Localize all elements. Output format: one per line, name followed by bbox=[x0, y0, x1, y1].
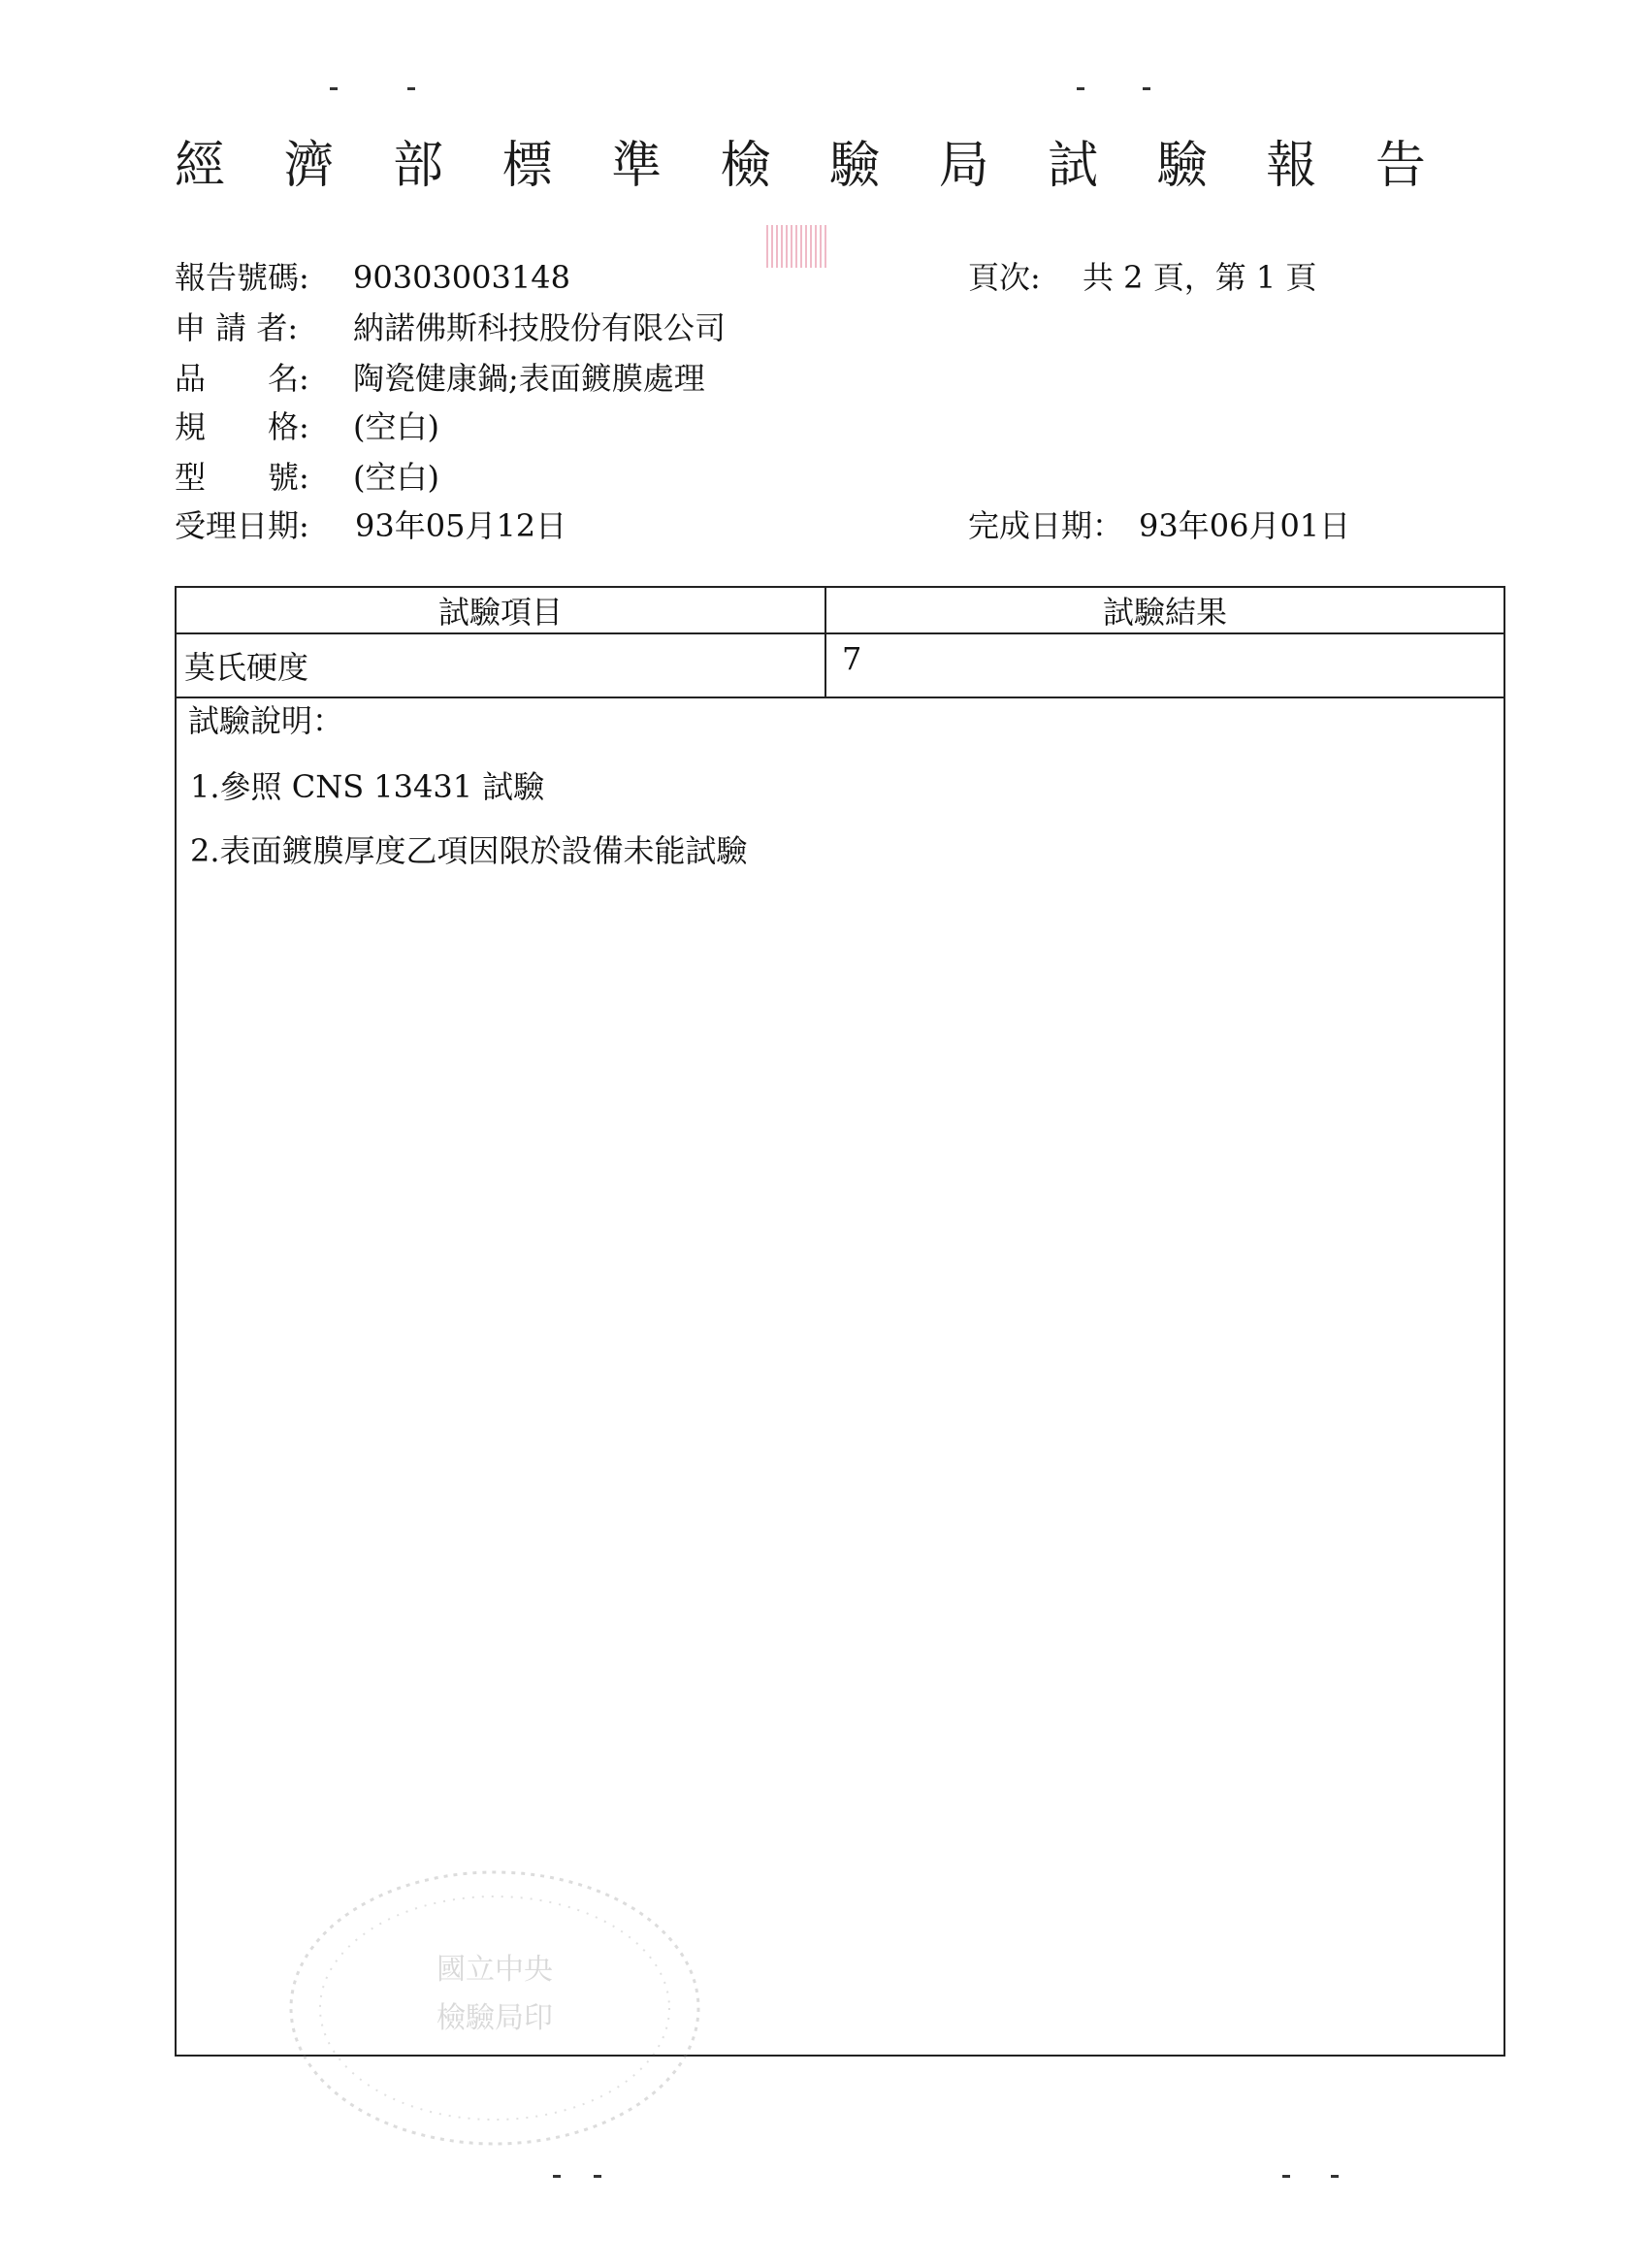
scan-mark bbox=[1282, 2175, 1290, 2178]
pages-value: 共 2 頁，第 1 頁 bbox=[1083, 259, 1317, 296]
received-date-label: 受理日期: bbox=[175, 507, 309, 544]
report-number-label: 報告號碼: bbox=[175, 259, 309, 296]
note-item: 2.表面鍍膜厚度乙項因限於設備未能試驗 bbox=[190, 832, 748, 869]
pages-row bbox=[968, 258, 1317, 297]
report-number-value: 90303003148 bbox=[353, 259, 570, 296]
received-date-value: 93年05月12日 bbox=[355, 507, 567, 544]
notes-title: 試驗說明： bbox=[188, 702, 344, 739]
scan-mark bbox=[407, 87, 415, 90]
seal-line-2: 檢驗局印 bbox=[436, 2001, 553, 2035]
model-value: (空白) bbox=[353, 459, 439, 496]
scan-mark bbox=[594, 2175, 601, 2178]
specification-value: (空白) bbox=[353, 408, 439, 445]
pages-label: 頁次: bbox=[968, 259, 1041, 296]
applicant-value: 納諾佛斯科技股份有限公司 bbox=[353, 309, 727, 346]
specification-row bbox=[175, 407, 439, 446]
scan-mark bbox=[330, 87, 338, 90]
results-table bbox=[175, 586, 1505, 698]
received-date-row bbox=[175, 506, 567, 545]
product-name-row bbox=[175, 359, 705, 398]
completed-date-row bbox=[968, 506, 1351, 545]
scan-mark bbox=[1143, 87, 1150, 90]
completed-date-label: 完成日期： bbox=[968, 507, 1124, 544]
test-item-cell: 莫氏硬度 bbox=[176, 633, 825, 697]
scan-mark bbox=[553, 2175, 561, 2178]
report-number-row bbox=[175, 258, 570, 297]
scan-mark bbox=[1077, 87, 1084, 90]
note-item: 1.參照 CNS 13431 試驗 bbox=[190, 768, 545, 805]
seal-line-1: 國立中央 bbox=[436, 1953, 553, 1987]
completed-date-value: 93年06月01日 bbox=[1139, 507, 1351, 544]
results-header-row bbox=[176, 587, 1504, 633]
test-notes-box bbox=[175, 689, 1505, 2057]
model-row bbox=[175, 458, 439, 497]
test-result-cell: 7 bbox=[825, 633, 1504, 697]
document-title: 經 濟 部 標 準 檢 驗 局 試 驗 報 告 bbox=[175, 137, 1447, 195]
header-test-result: 試驗結果 bbox=[825, 587, 1504, 633]
ink-stamp-mark bbox=[766, 225, 828, 268]
official-seal-watermark bbox=[281, 1863, 708, 2154]
applicant-row bbox=[175, 308, 727, 347]
scan-mark bbox=[1331, 2175, 1339, 2178]
applicant-label: 申 請 者: bbox=[175, 309, 299, 346]
product-name-value: 陶瓷健康鍋;表面鍍膜處理 bbox=[353, 360, 705, 397]
product-name-label: 品 名: bbox=[175, 360, 309, 397]
specification-label: 規 格: bbox=[175, 408, 309, 445]
model-label: 型 號: bbox=[175, 459, 309, 496]
header-test-item: 試驗項目 bbox=[176, 587, 825, 633]
